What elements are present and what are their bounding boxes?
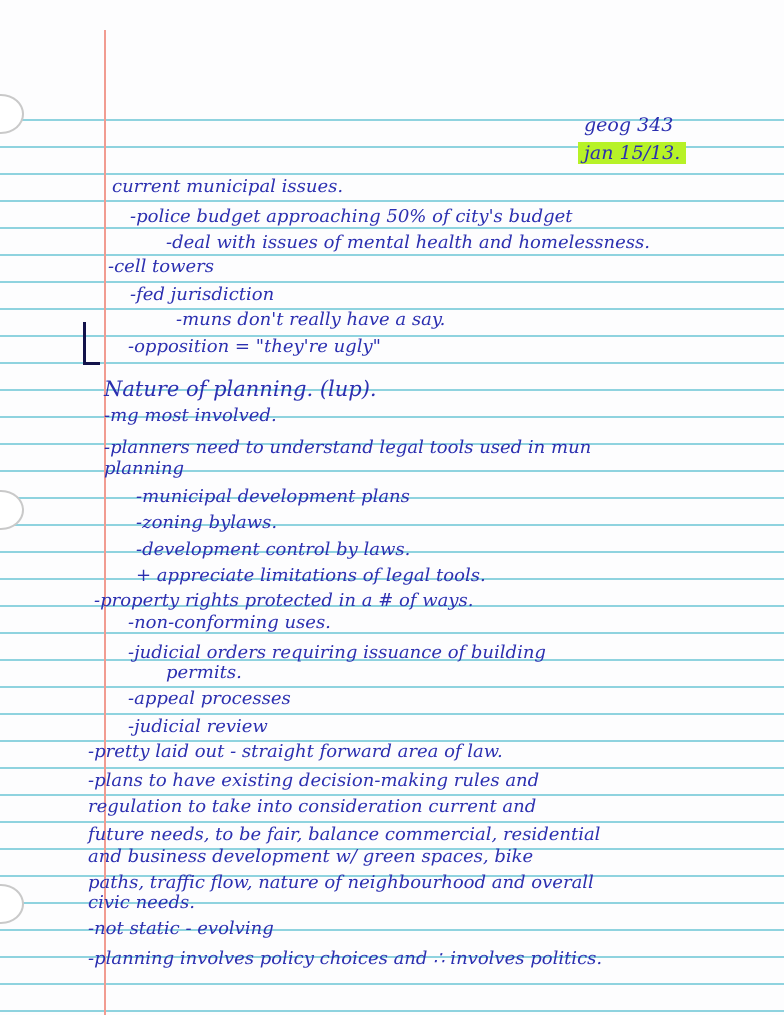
note-line: -police budget approaching 50% of city's budget bbox=[130, 206, 573, 227]
note-line: -judicial orders requiring issuance of building bbox=[128, 642, 546, 663]
note-line: -mg most involved. bbox=[104, 405, 277, 426]
note-line: planning bbox=[104, 458, 185, 479]
note-line: paths, traffic flow, nature of neighbourhood and overall bbox=[88, 872, 594, 893]
date-highlighted bbox=[578, 142, 686, 164]
punch-hole-middle bbox=[0, 490, 24, 530]
note-line: -non-conforming uses. bbox=[128, 612, 331, 633]
section-heading: Nature of planning. (lup). bbox=[104, 377, 377, 401]
note-line: -appeal processes bbox=[128, 688, 291, 709]
note-line: permits. bbox=[166, 662, 242, 683]
note-line: -planners need to understand legal tools used in mun bbox=[104, 437, 592, 458]
note-line: -not static - evolving bbox=[88, 918, 274, 939]
page-top-margin bbox=[0, 0, 784, 115]
punch-hole-bottom bbox=[0, 884, 24, 924]
note-line: future needs, to be fair, balance commercial, residential bbox=[88, 824, 601, 845]
note-line: and business development w/ green spaces, bike bbox=[88, 846, 534, 867]
note-line: -development control by laws. bbox=[136, 539, 411, 560]
bracket-mark-icon bbox=[83, 322, 100, 365]
note-line: -pretty laid out - straight forward area of law. bbox=[88, 741, 503, 762]
note-line: -planning involves policy choices and ∴ involves politics. bbox=[88, 948, 603, 969]
note-line: -judicial review bbox=[128, 716, 268, 737]
course-code: geog 343 bbox=[584, 114, 674, 136]
note-line: -plans to have existing decision-making rules and bbox=[88, 770, 540, 791]
note-line: civic needs. bbox=[88, 892, 195, 913]
note-line: -municipal development plans bbox=[136, 486, 410, 507]
note-line: -zoning bylaws. bbox=[136, 512, 278, 533]
note-line: -deal with issues of mental health and homelessness. bbox=[166, 232, 650, 253]
note-line: -muns don't really have a say. bbox=[176, 309, 446, 330]
note-line: -cell towers bbox=[108, 256, 215, 277]
note-line: current municipal issues. bbox=[112, 176, 344, 197]
note-line: -fed jurisdiction bbox=[130, 284, 275, 305]
date-text: jan 15/13. bbox=[578, 142, 686, 164]
note-line: -property rights protected in a # of ways. bbox=[94, 590, 474, 611]
note-line: + appreciate limitations of legal tools. bbox=[136, 565, 486, 586]
note-line: regulation to take into consideration current and bbox=[88, 796, 537, 817]
note-line: -opposition = "they're ugly" bbox=[128, 336, 381, 357]
